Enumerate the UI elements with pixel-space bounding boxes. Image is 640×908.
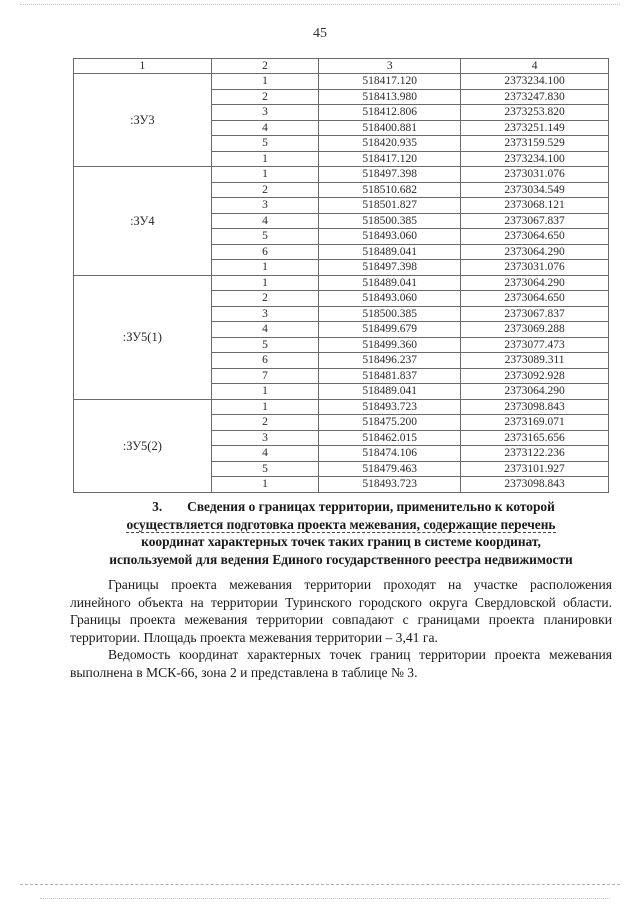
y-coordinate-cell: 2373068.121 xyxy=(461,198,609,214)
y-coordinate-cell: 2373064.290 xyxy=(461,275,609,291)
x-coordinate-cell: 518412.806 xyxy=(319,105,461,121)
y-coordinate-cell: 2373234.100 xyxy=(461,151,609,167)
section-heading xyxy=(70,498,612,568)
y-coordinate-cell: 2373122.236 xyxy=(461,446,609,462)
paragraph-boundaries: Границы проекта межевания территории проходят на участке расположения линейного объекта на территории Туринского городского округа Свердловской области. Границы проекта межевания территории совпадают с границами проекта планировки территории. Площадь проекта межевания территории – 3,41 га. xyxy=(70,577,612,645)
y-coordinate-cell: 2373067.837 xyxy=(461,213,609,229)
x-coordinate-cell: 518475.200 xyxy=(319,415,461,431)
point-number-cell: 5 xyxy=(211,229,319,245)
x-coordinate-cell: 518493.723 xyxy=(319,477,461,493)
zone-label: :ЗУ5(2) xyxy=(74,399,212,492)
x-coordinate-cell: 518501.827 xyxy=(319,198,461,214)
y-coordinate-cell: 2373031.076 xyxy=(461,167,609,183)
point-number-cell: 2 xyxy=(211,291,319,307)
section-title-line2: осуществляется подготовка проекта межевания, содержащие перечень xyxy=(126,516,556,532)
point-number-cell: 2 xyxy=(211,415,319,431)
y-coordinate-cell: 2373234.100 xyxy=(461,74,609,90)
point-number-cell: 1 xyxy=(211,275,319,291)
section-title-line3: координат характерных точек таких границ в системе координат, xyxy=(141,534,541,549)
x-coordinate-cell: 518500.385 xyxy=(319,213,461,229)
x-coordinate-cell: 518479.463 xyxy=(319,461,461,477)
y-coordinate-cell: 2373031.076 xyxy=(461,260,609,276)
y-coordinate-cell: 2373098.843 xyxy=(461,477,609,493)
zone-label: :ЗУ4 xyxy=(74,167,212,276)
point-number-cell: 1 xyxy=(211,260,319,276)
y-coordinate-cell: 2373064.650 xyxy=(461,229,609,245)
x-coordinate-cell: 518417.120 xyxy=(319,151,461,167)
x-coordinate-cell: 518497.398 xyxy=(319,167,461,183)
point-number-cell: 1 xyxy=(211,74,319,90)
point-number-cell: 3 xyxy=(211,430,319,446)
x-coordinate-cell: 518499.679 xyxy=(319,322,461,338)
y-coordinate-cell: 2373165.656 xyxy=(461,430,609,446)
point-number-cell: 4 xyxy=(211,213,319,229)
x-coordinate-cell: 518417.120 xyxy=(319,74,461,90)
point-number-cell: 5 xyxy=(211,136,319,152)
y-coordinate-cell: 2373034.549 xyxy=(461,182,609,198)
y-coordinate-cell: 2373159.529 xyxy=(461,136,609,152)
x-coordinate-cell: 518496.237 xyxy=(319,353,461,369)
zone-label: :ЗУ3 xyxy=(74,74,212,167)
zone-label: :ЗУ5(1) xyxy=(74,275,212,399)
page-number: 45 xyxy=(313,26,327,41)
table-row xyxy=(74,167,609,183)
y-coordinate-cell: 2373251.149 xyxy=(461,120,609,136)
point-number-cell: 1 xyxy=(211,151,319,167)
table-row xyxy=(74,399,609,415)
point-number-cell: 3 xyxy=(211,306,319,322)
column-header: 3 xyxy=(319,59,461,74)
x-coordinate-cell: 518510.682 xyxy=(319,182,461,198)
x-coordinate-cell: 518500.385 xyxy=(319,306,461,322)
x-coordinate-cell: 518489.041 xyxy=(319,244,461,260)
scan-artifact-top xyxy=(20,4,620,6)
x-coordinate-cell: 518462.015 xyxy=(319,430,461,446)
x-coordinate-cell: 518499.360 xyxy=(319,337,461,353)
table-row xyxy=(74,74,609,90)
y-coordinate-cell: 2373067.837 xyxy=(461,306,609,322)
point-number-cell: 1 xyxy=(211,399,319,415)
x-coordinate-cell: 518497.398 xyxy=(319,260,461,276)
point-number-cell: 1 xyxy=(211,167,319,183)
point-number-cell: 2 xyxy=(211,89,319,105)
scan-artifact-bottom xyxy=(40,898,610,900)
x-coordinate-cell: 518400.881 xyxy=(319,120,461,136)
x-coordinate-cell: 518493.060 xyxy=(319,291,461,307)
point-number-cell: 4 xyxy=(211,322,319,338)
point-number-cell: 6 xyxy=(211,244,319,260)
paragraph-statement: Ведомость координат характерных точек границ территории проекта межевания выполнена в МСК-66, зона 2 и представлена в таблице № 3. xyxy=(70,647,612,680)
section-number: 3. xyxy=(152,499,163,514)
x-coordinate-cell: 518413.980 xyxy=(319,89,461,105)
y-coordinate-cell: 2373092.928 xyxy=(461,368,609,384)
point-number-cell: 5 xyxy=(211,461,319,477)
section-title-line4: используемой для ведения Единого государственного реестра недвижимости xyxy=(109,551,573,567)
y-coordinate-cell: 2373089.311 xyxy=(461,353,609,369)
x-coordinate-cell: 518474.106 xyxy=(319,446,461,462)
point-number-cell: 1 xyxy=(211,477,319,493)
y-coordinate-cell: 2373077.473 xyxy=(461,337,609,353)
point-number-cell: 5 xyxy=(211,337,319,353)
point-number-cell: 2 xyxy=(211,182,319,198)
point-number-cell: 3 xyxy=(211,198,319,214)
x-coordinate-cell: 518493.060 xyxy=(319,229,461,245)
y-coordinate-cell: 2373247.830 xyxy=(461,89,609,105)
table-row xyxy=(74,275,609,291)
point-number-cell: 1 xyxy=(211,384,319,400)
y-coordinate-cell: 2373069.288 xyxy=(461,322,609,338)
point-number-cell: 7 xyxy=(211,368,319,384)
x-coordinate-cell: 518481.837 xyxy=(319,368,461,384)
y-coordinate-cell: 2373101.927 xyxy=(461,461,609,477)
section-heading-line xyxy=(70,516,612,534)
x-coordinate-cell: 518489.041 xyxy=(319,384,461,400)
column-header: 2 xyxy=(211,59,319,74)
y-coordinate-cell: 2373098.843 xyxy=(461,399,609,415)
coordinates-table xyxy=(73,58,609,493)
y-coordinate-cell: 2373064.650 xyxy=(461,291,609,307)
point-number-cell: 3 xyxy=(211,105,319,121)
y-coordinate-cell: 2373064.290 xyxy=(461,244,609,260)
column-header: 1 xyxy=(74,59,212,74)
section-title-line1: Сведения о границах территории, применительно к которой xyxy=(187,499,555,514)
y-coordinate-cell: 2373253.820 xyxy=(461,105,609,121)
scan-artifact-bottom xyxy=(20,884,620,886)
column-header: 4 xyxy=(461,59,609,74)
point-number-cell: 6 xyxy=(211,353,319,369)
point-number-cell: 4 xyxy=(211,120,319,136)
x-coordinate-cell: 518420.935 xyxy=(319,136,461,152)
table-body xyxy=(74,74,609,493)
point-number-cell: 4 xyxy=(211,446,319,462)
x-coordinate-cell: 518489.041 xyxy=(319,275,461,291)
section-heading-line xyxy=(70,498,612,516)
y-coordinate-cell: 2373064.290 xyxy=(461,384,609,400)
table-header-row xyxy=(74,59,609,74)
x-coordinate-cell: 518493.723 xyxy=(319,399,461,415)
y-coordinate-cell: 2373169.071 xyxy=(461,415,609,431)
